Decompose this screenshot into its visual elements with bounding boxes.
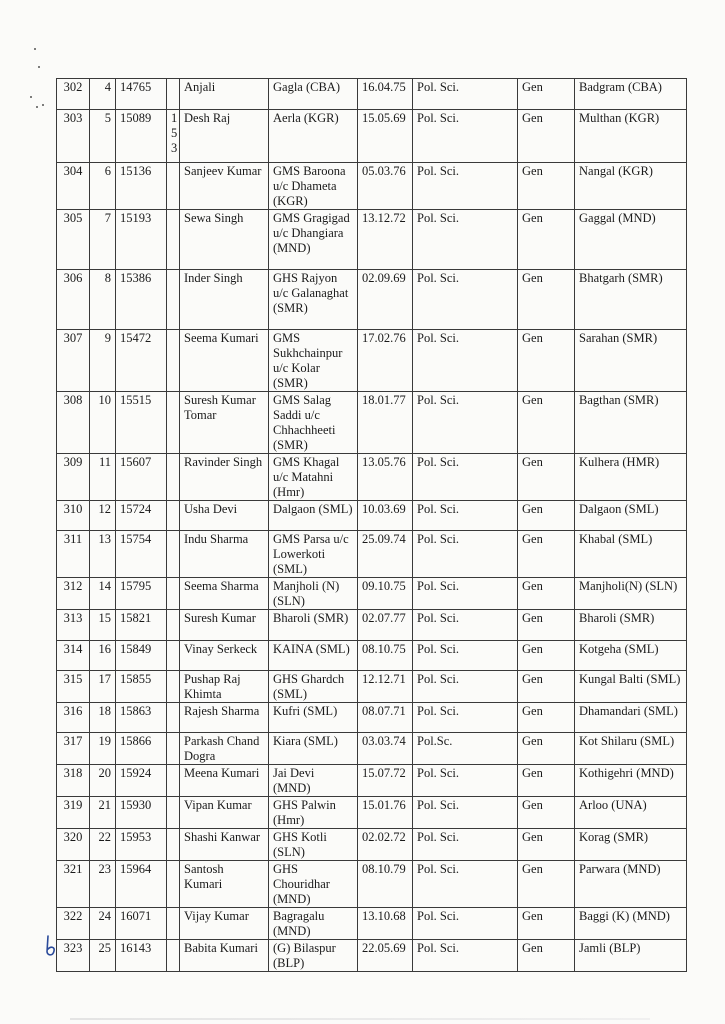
cell-note (167, 671, 180, 703)
cell-date-of-birth: 12.12.71 (358, 671, 413, 703)
cell-category: Gen (518, 392, 575, 454)
cell-subject: Pol. Sci. (413, 829, 518, 861)
cell-sub-serial: 15 (90, 610, 116, 641)
cell-teacher-code: 15472 (116, 330, 167, 392)
cell-posting: Nangal (KGR) (575, 163, 687, 210)
cell-present-school: Gagla (CBA) (269, 79, 358, 110)
cell-present-school: Dalgaon (SML) (269, 501, 358, 531)
cell-present-school: Kiara (SML) (269, 733, 358, 765)
table-row (57, 392, 687, 454)
cell-note (167, 210, 180, 270)
table-row (57, 671, 687, 703)
cell-sub-serial: 22 (90, 829, 116, 861)
cell-date-of-birth: 02.02.72 (358, 829, 413, 861)
cell-sub-serial: 11 (90, 454, 116, 501)
cell-serial-no: 307 (57, 330, 90, 392)
cell-teacher-code: 15089 (116, 110, 167, 163)
cell-present-school: GMS Salag Saddi u/c Chhachheeti (SMR) (269, 392, 358, 454)
cell-name: Vijay Kumar (180, 908, 269, 940)
cell-name: Anjali (180, 79, 269, 110)
cell-posting: Jamli (BLP) (575, 940, 687, 972)
cell-present-school: Jai Devi (MND) (269, 765, 358, 797)
cell-serial-no: 309 (57, 454, 90, 501)
cell-date-of-birth: 15.07.72 (358, 765, 413, 797)
cell-name: Inder Singh (180, 270, 269, 330)
roster-table (56, 78, 687, 972)
cell-note (167, 501, 180, 531)
cell-category: Gen (518, 454, 575, 501)
cell-note (167, 765, 180, 797)
cell-present-school: GMS Gragigad u/c Dhangiara (MND) (269, 210, 358, 270)
cell-subject: Pol. Sci. (413, 908, 518, 940)
cell-category: Gen (518, 703, 575, 733)
cell-posting: Bhatgarh (SMR) (575, 270, 687, 330)
cell-note: 1 5 3 (167, 110, 180, 163)
cell-date-of-birth: 22.05.69 (358, 940, 413, 972)
cell-name: Rajesh Sharma (180, 703, 269, 733)
cell-serial-no: 320 (57, 829, 90, 861)
cell-subject: Pol. Sci. (413, 79, 518, 110)
cell-category: Gen (518, 733, 575, 765)
cell-category: Gen (518, 610, 575, 641)
cell-posting: Bagthan (SMR) (575, 392, 687, 454)
cell-note (167, 641, 180, 671)
table-row (57, 210, 687, 270)
cell-sub-serial: 17 (90, 671, 116, 703)
cell-name: Vipan Kumar (180, 797, 269, 829)
cell-present-school: Aerla (KGR) (269, 110, 358, 163)
cell-category: Gen (518, 861, 575, 908)
cell-category: Gen (518, 578, 575, 610)
cell-category: Gen (518, 940, 575, 972)
cell-present-school: GHS Ghardch (SML) (269, 671, 358, 703)
cell-category: Gen (518, 641, 575, 671)
cell-serial-no: 312 (57, 578, 90, 610)
cell-sub-serial: 23 (90, 861, 116, 908)
table-row (57, 163, 687, 210)
cell-sub-serial: 8 (90, 270, 116, 330)
cell-note (167, 454, 180, 501)
cell-sub-serial: 9 (90, 330, 116, 392)
cell-serial-no: 317 (57, 733, 90, 765)
cell-present-school: GHS Palwin (Hmr) (269, 797, 358, 829)
cell-serial-no: 306 (57, 270, 90, 330)
roster-rows (57, 79, 687, 972)
cell-sub-serial: 4 (90, 79, 116, 110)
cell-name: Desh Raj (180, 110, 269, 163)
cell-posting: Kotgeha (SML) (575, 641, 687, 671)
cell-serial-no: 308 (57, 392, 90, 454)
cell-present-school: GHS Chouridhar (MND) (269, 861, 358, 908)
cell-date-of-birth: 13.05.76 (358, 454, 413, 501)
cell-note (167, 908, 180, 940)
table-row (57, 765, 687, 797)
cell-name: Usha Devi (180, 501, 269, 531)
cell-note (167, 940, 180, 972)
cell-sub-serial: 20 (90, 765, 116, 797)
cell-subject: Pol. Sci. (413, 110, 518, 163)
cell-posting: Kot Shilaru (SML) (575, 733, 687, 765)
cell-category: Gen (518, 330, 575, 392)
cell-subject: Pol. Sci. (413, 641, 518, 671)
cell-date-of-birth: 10.03.69 (358, 501, 413, 531)
cell-subject: Pol. Sci. (413, 501, 518, 531)
cell-name: Pushap Raj Khimta (180, 671, 269, 703)
cell-posting: Kulhera (HMR) (575, 454, 687, 501)
cell-posting: Multhan (KGR) (575, 110, 687, 163)
cell-subject: Pol.Sc. (413, 733, 518, 765)
cell-note (167, 578, 180, 610)
cell-date-of-birth: 17.02.76 (358, 330, 413, 392)
cell-date-of-birth: 08.07.71 (358, 703, 413, 733)
cell-category: Gen (518, 829, 575, 861)
table-row (57, 110, 687, 163)
cell-name: Indu Sharma (180, 531, 269, 578)
cell-posting: Badgram (CBA) (575, 79, 687, 110)
cell-present-school: KAINA (SML) (269, 641, 358, 671)
cell-date-of-birth: 02.07.77 (358, 610, 413, 641)
cell-subject: Pol. Sci. (413, 531, 518, 578)
table-row (57, 454, 687, 501)
cell-present-school: Kufri (SML) (269, 703, 358, 733)
cell-sub-serial: 14 (90, 578, 116, 610)
cell-subject: Pol. Sci. (413, 940, 518, 972)
cell-name: Meena Kumari (180, 765, 269, 797)
cell-present-school: GMS Baroona u/c Dhameta (KGR) (269, 163, 358, 210)
cell-name: Seema Kumari (180, 330, 269, 392)
cell-subject: Pol. Sci. (413, 210, 518, 270)
cell-serial-no: 304 (57, 163, 90, 210)
cell-posting: Korag (SMR) (575, 829, 687, 861)
cell-posting: Baggi (K) (MND) (575, 908, 687, 940)
cell-subject: Pol. Sci. (413, 454, 518, 501)
cell-teacher-code: 15193 (116, 210, 167, 270)
cell-category: Gen (518, 210, 575, 270)
table-row (57, 330, 687, 392)
table-row (57, 641, 687, 671)
cell-note (167, 270, 180, 330)
cell-name: Shashi Kanwar (180, 829, 269, 861)
table-row (57, 270, 687, 330)
cell-teacher-code: 15386 (116, 270, 167, 330)
cell-category: Gen (518, 765, 575, 797)
cell-present-school: GHS Rajyon u/c Galanaghat (SMR) (269, 270, 358, 330)
cell-subject: Pol. Sci. (413, 163, 518, 210)
cell-present-school: (G) Bilaspur (BLP) (269, 940, 358, 972)
cell-present-school: GMS Sukhchainpur u/c Kolar (SMR) (269, 330, 358, 392)
table-row (57, 578, 687, 610)
cell-name: Suresh Kumar (180, 610, 269, 641)
cell-posting: Kungal Balti (SML) (575, 671, 687, 703)
cell-date-of-birth: 25.09.74 (358, 531, 413, 578)
cell-present-school: GHS Kotli (SLN) (269, 829, 358, 861)
cell-teacher-code: 15754 (116, 531, 167, 578)
cell-teacher-code: 16143 (116, 940, 167, 972)
cell-name: Sewa Singh (180, 210, 269, 270)
cell-date-of-birth: 13.12.72 (358, 210, 413, 270)
cell-subject: Pol. Sci. (413, 703, 518, 733)
cell-teacher-code: 15136 (116, 163, 167, 210)
cell-teacher-code: 15964 (116, 861, 167, 908)
cell-posting: Dhamandari (SML) (575, 703, 687, 733)
cell-date-of-birth: 08.10.79 (358, 861, 413, 908)
cell-note (167, 163, 180, 210)
cell-note (167, 703, 180, 733)
cell-date-of-birth: 09.10.75 (358, 578, 413, 610)
cell-sub-serial: 5 (90, 110, 116, 163)
cell-sub-serial: 6 (90, 163, 116, 210)
cell-teacher-code: 15607 (116, 454, 167, 501)
cell-note (167, 531, 180, 578)
cell-name: Babita Kumari (180, 940, 269, 972)
cell-teacher-code: 15821 (116, 610, 167, 641)
cell-sub-serial: 7 (90, 210, 116, 270)
cell-teacher-code: 15849 (116, 641, 167, 671)
cell-posting: Bharoli (SMR) (575, 610, 687, 641)
handwritten-mark (44, 934, 58, 958)
cell-name: Parkash Chand Dogra (180, 733, 269, 765)
table-row (57, 501, 687, 531)
cell-note (167, 330, 180, 392)
table-row (57, 703, 687, 733)
cell-serial-no: 323 (57, 940, 90, 972)
cell-note (167, 392, 180, 454)
table-row (57, 829, 687, 861)
cell-serial-no: 318 (57, 765, 90, 797)
cell-name: Seema Sharma (180, 578, 269, 610)
cell-name: Santosh Kumari (180, 861, 269, 908)
cell-category: Gen (518, 797, 575, 829)
cell-date-of-birth: 08.10.75 (358, 641, 413, 671)
cell-posting: Sarahan (SMR) (575, 330, 687, 392)
cell-category: Gen (518, 110, 575, 163)
table-row (57, 531, 687, 578)
cell-sub-serial: 19 (90, 733, 116, 765)
table-row (57, 797, 687, 829)
cell-posting: Dalgaon (SML) (575, 501, 687, 531)
cell-posting: Kothigehri (MND) (575, 765, 687, 797)
cell-sub-serial: 10 (90, 392, 116, 454)
cell-teacher-code: 15724 (116, 501, 167, 531)
bottom-edge-line (70, 1018, 650, 1020)
cell-posting: Arloo (UNA) (575, 797, 687, 829)
cell-present-school: GMS Parsa u/c Lowerkoti (SML) (269, 531, 358, 578)
cell-serial-no: 302 (57, 79, 90, 110)
cell-teacher-code: 15863 (116, 703, 167, 733)
table-row (57, 79, 687, 110)
cell-sub-serial: 12 (90, 501, 116, 531)
cell-note (167, 610, 180, 641)
cell-date-of-birth: 13.10.68 (358, 908, 413, 940)
cell-subject: Pol. Sci. (413, 765, 518, 797)
cell-category: Gen (518, 163, 575, 210)
cell-date-of-birth: 02.09.69 (358, 270, 413, 330)
cell-teacher-code: 15515 (116, 392, 167, 454)
cell-name: Sanjeev Kumar (180, 163, 269, 210)
cell-posting: Khabal (SML) (575, 531, 687, 578)
cell-category: Gen (518, 79, 575, 110)
cell-subject: Pol. Sci. (413, 861, 518, 908)
cell-category: Gen (518, 671, 575, 703)
cell-subject: Pol. Sci. (413, 392, 518, 454)
cell-name: Vinay Serkeck (180, 641, 269, 671)
cell-serial-no: 310 (57, 501, 90, 531)
cell-present-school: Bagragalu (MND) (269, 908, 358, 940)
cell-serial-no: 305 (57, 210, 90, 270)
cell-subject: Pol. Sci. (413, 578, 518, 610)
cell-category: Gen (518, 501, 575, 531)
cell-sub-serial: 18 (90, 703, 116, 733)
cell-teacher-code: 15855 (116, 671, 167, 703)
cell-teacher-code: 14765 (116, 79, 167, 110)
cell-date-of-birth: 15.05.69 (358, 110, 413, 163)
cell-serial-no: 322 (57, 908, 90, 940)
cell-date-of-birth: 05.03.76 (358, 163, 413, 210)
cell-sub-serial: 25 (90, 940, 116, 972)
cell-present-school: Bharoli (SMR) (269, 610, 358, 641)
cell-teacher-code: 15795 (116, 578, 167, 610)
cell-serial-no: 315 (57, 671, 90, 703)
cell-serial-no: 303 (57, 110, 90, 163)
table-row (57, 610, 687, 641)
cell-date-of-birth: 15.01.76 (358, 797, 413, 829)
cell-sub-serial: 16 (90, 641, 116, 671)
cell-serial-no: 311 (57, 531, 90, 578)
cell-posting: Parwara (MND) (575, 861, 687, 908)
cell-teacher-code: 16071 (116, 908, 167, 940)
cell-category: Gen (518, 531, 575, 578)
cell-subject: Pol. Sci. (413, 610, 518, 641)
cell-date-of-birth: 16.04.75 (358, 79, 413, 110)
cell-note (167, 733, 180, 765)
cell-date-of-birth: 18.01.77 (358, 392, 413, 454)
cell-teacher-code: 15930 (116, 797, 167, 829)
cell-subject: Pol. Sci. (413, 270, 518, 330)
cell-present-school: Manjholi (N) (SLN) (269, 578, 358, 610)
cell-serial-no: 314 (57, 641, 90, 671)
cell-subject: Pol. Sci. (413, 671, 518, 703)
cell-serial-no: 313 (57, 610, 90, 641)
cell-serial-no: 321 (57, 861, 90, 908)
table-row (57, 733, 687, 765)
cell-date-of-birth: 03.03.74 (358, 733, 413, 765)
cell-note (167, 829, 180, 861)
cell-posting: Gaggal (MND) (575, 210, 687, 270)
cell-serial-no: 319 (57, 797, 90, 829)
cell-note (167, 79, 180, 110)
cell-posting: Manjholi(N) (SLN) (575, 578, 687, 610)
cell-category: Gen (518, 270, 575, 330)
cell-note (167, 861, 180, 908)
cell-subject: Pol. Sci. (413, 797, 518, 829)
cell-subject: Pol. Sci. (413, 330, 518, 392)
cell-present-school: GMS Khagal u/c Matahni (Hmr) (269, 454, 358, 501)
cell-name: Ravinder Singh (180, 454, 269, 501)
cell-teacher-code: 15953 (116, 829, 167, 861)
cell-sub-serial: 21 (90, 797, 116, 829)
table-row (57, 940, 687, 972)
cell-sub-serial: 13 (90, 531, 116, 578)
cell-name: Suresh Kumar Tomar (180, 392, 269, 454)
cell-note (167, 797, 180, 829)
cell-sub-serial: 24 (90, 908, 116, 940)
cell-teacher-code: 15924 (116, 765, 167, 797)
table-row (57, 908, 687, 940)
table-row (57, 861, 687, 908)
cell-teacher-code: 15866 (116, 733, 167, 765)
cell-category: Gen (518, 908, 575, 940)
cell-serial-no: 316 (57, 703, 90, 733)
